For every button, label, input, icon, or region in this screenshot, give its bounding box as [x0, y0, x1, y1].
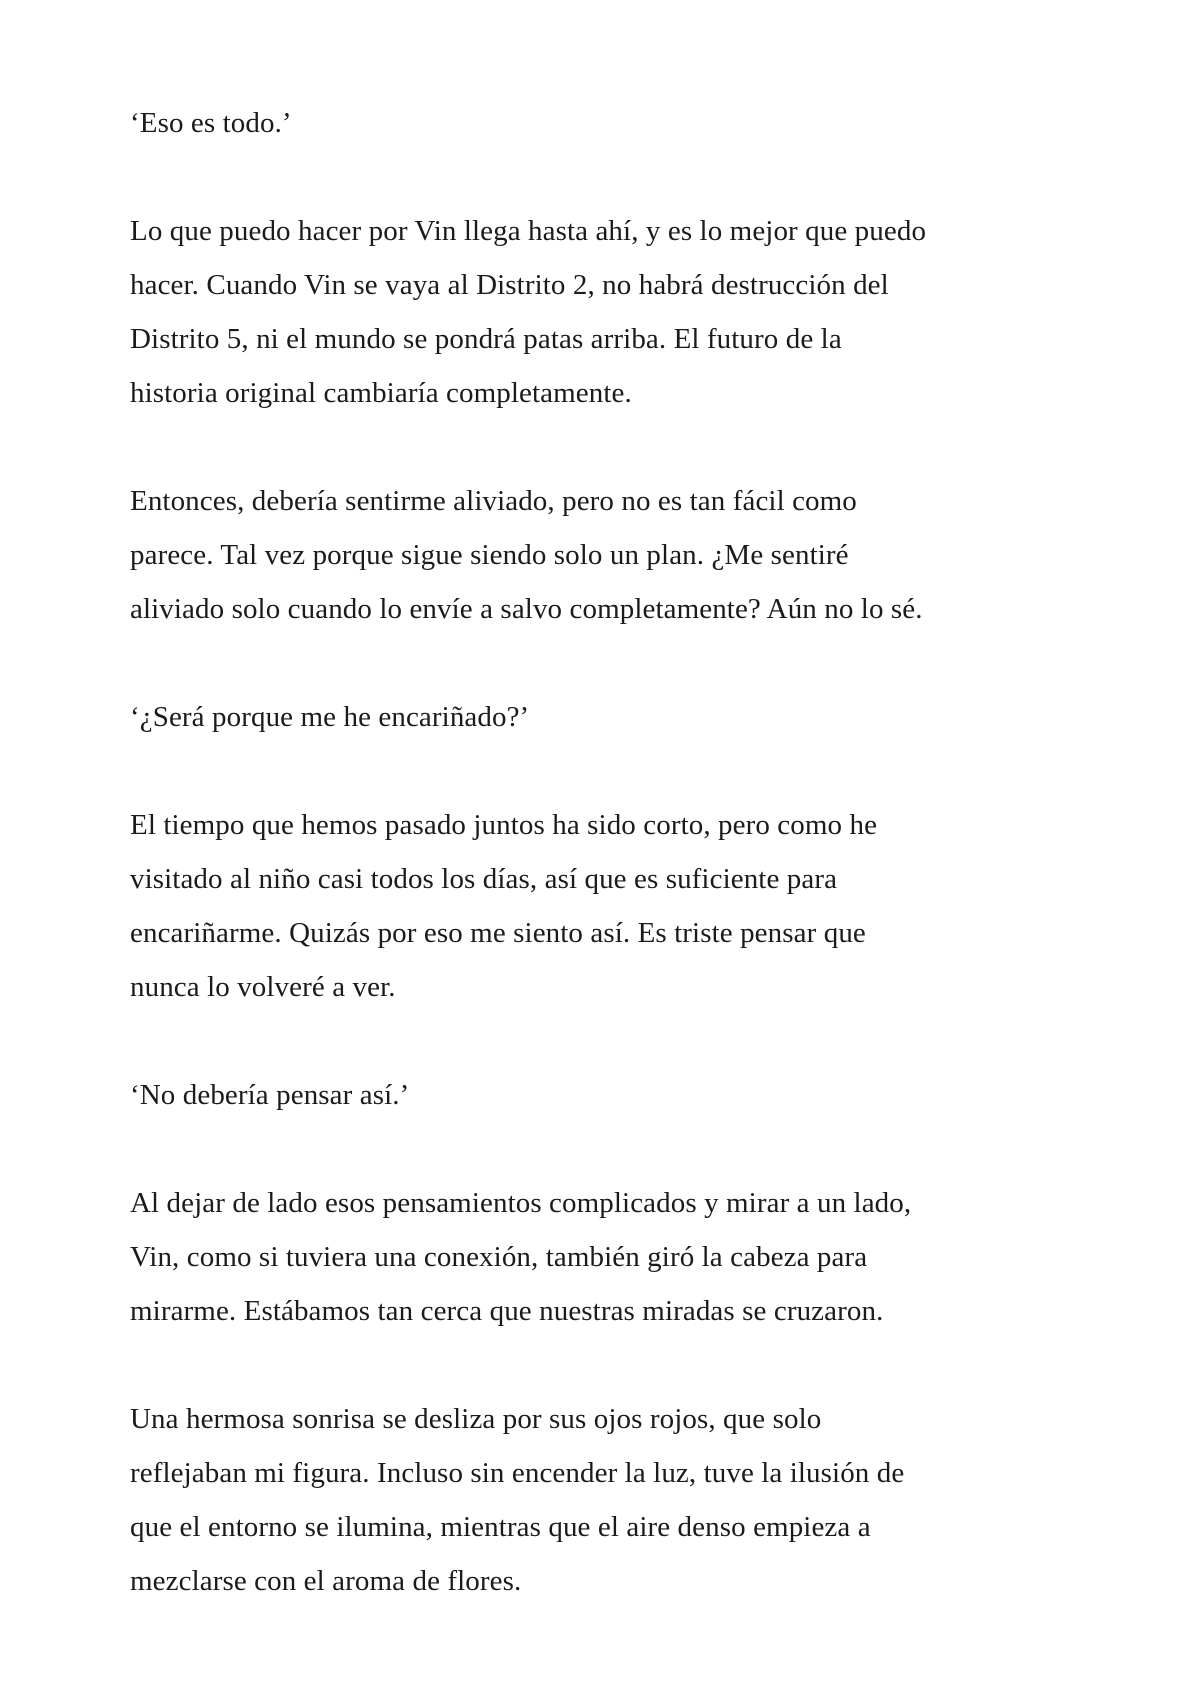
text-line: encariñarme. Quizás por eso me siento así. Es triste pensar que [130, 917, 866, 949]
paragraph-thought-1 [130, 96, 1090, 150]
text-line: hacer. Cuando Vin se vaya al Distrito 2, no habrá destrucción del [130, 269, 889, 301]
text-line: nunca lo volveré a ver. [130, 971, 396, 1003]
paragraph-thought-3 [130, 1068, 1090, 1122]
text-line: Una hermosa sonrisa se desliza por sus ojos rojos, que solo [130, 1403, 822, 1435]
text-line: ‘No debería pensar así.’ [130, 1079, 410, 1111]
paragraph-narration-2 [130, 474, 1090, 636]
text-line: ‘Eso es todo.’ [130, 107, 292, 139]
text-line: mirarme. Estábamos tan cerca que nuestras miradas se cruzaron. [130, 1295, 884, 1327]
text-line: visitado al niño casi todos los días, así que es suficiente para [130, 863, 838, 895]
text-line: aliviado solo cuando lo envíe a salvo completamente? Aún no lo sé. [130, 593, 923, 625]
text-line: reflejaban mi figura. Incluso sin encender la luz, tuve la ilusión de [130, 1457, 905, 1489]
text-line: parece. Tal vez porque sigue siendo solo un plan. ¿Me sentiré [130, 539, 849, 571]
text-line: Entonces, debería sentirme aliviado, pero no es tan fácil como [130, 485, 857, 517]
paragraph-narration-4 [130, 1176, 1090, 1338]
text-line: mezclarse con el aroma de flores. [130, 1565, 522, 1597]
text-line: Al dejar de lado esos pensamientos complicados y mirar a un lado, [130, 1187, 912, 1219]
paragraph-narration-1 [130, 204, 1090, 420]
paragraph-thought-2 [130, 690, 1090, 744]
text-line: Vin, como si tuviera una conexión, también giró la cabeza para [130, 1241, 868, 1273]
text-line: Lo que puedo hacer por Vin llega hasta ahí, y es lo mejor que puedo [130, 215, 927, 247]
paragraph-narration-3 [130, 798, 1090, 1014]
text-line: ‘¿Será porque me he encariñado?’ [130, 701, 530, 733]
text-line: El tiempo que hemos pasado juntos ha sido corto, pero como he [130, 809, 878, 841]
paragraph-narration-5 [130, 1392, 1090, 1608]
text-line: Distrito 5, ni el mundo se pondrá patas arriba. El futuro de la [130, 323, 842, 355]
document-page [130, 96, 1090, 1662]
text-line: historia original cambiaría completamente. [130, 377, 632, 409]
text-line: que el entorno se ilumina, mientras que el aire denso empieza a [130, 1511, 871, 1543]
